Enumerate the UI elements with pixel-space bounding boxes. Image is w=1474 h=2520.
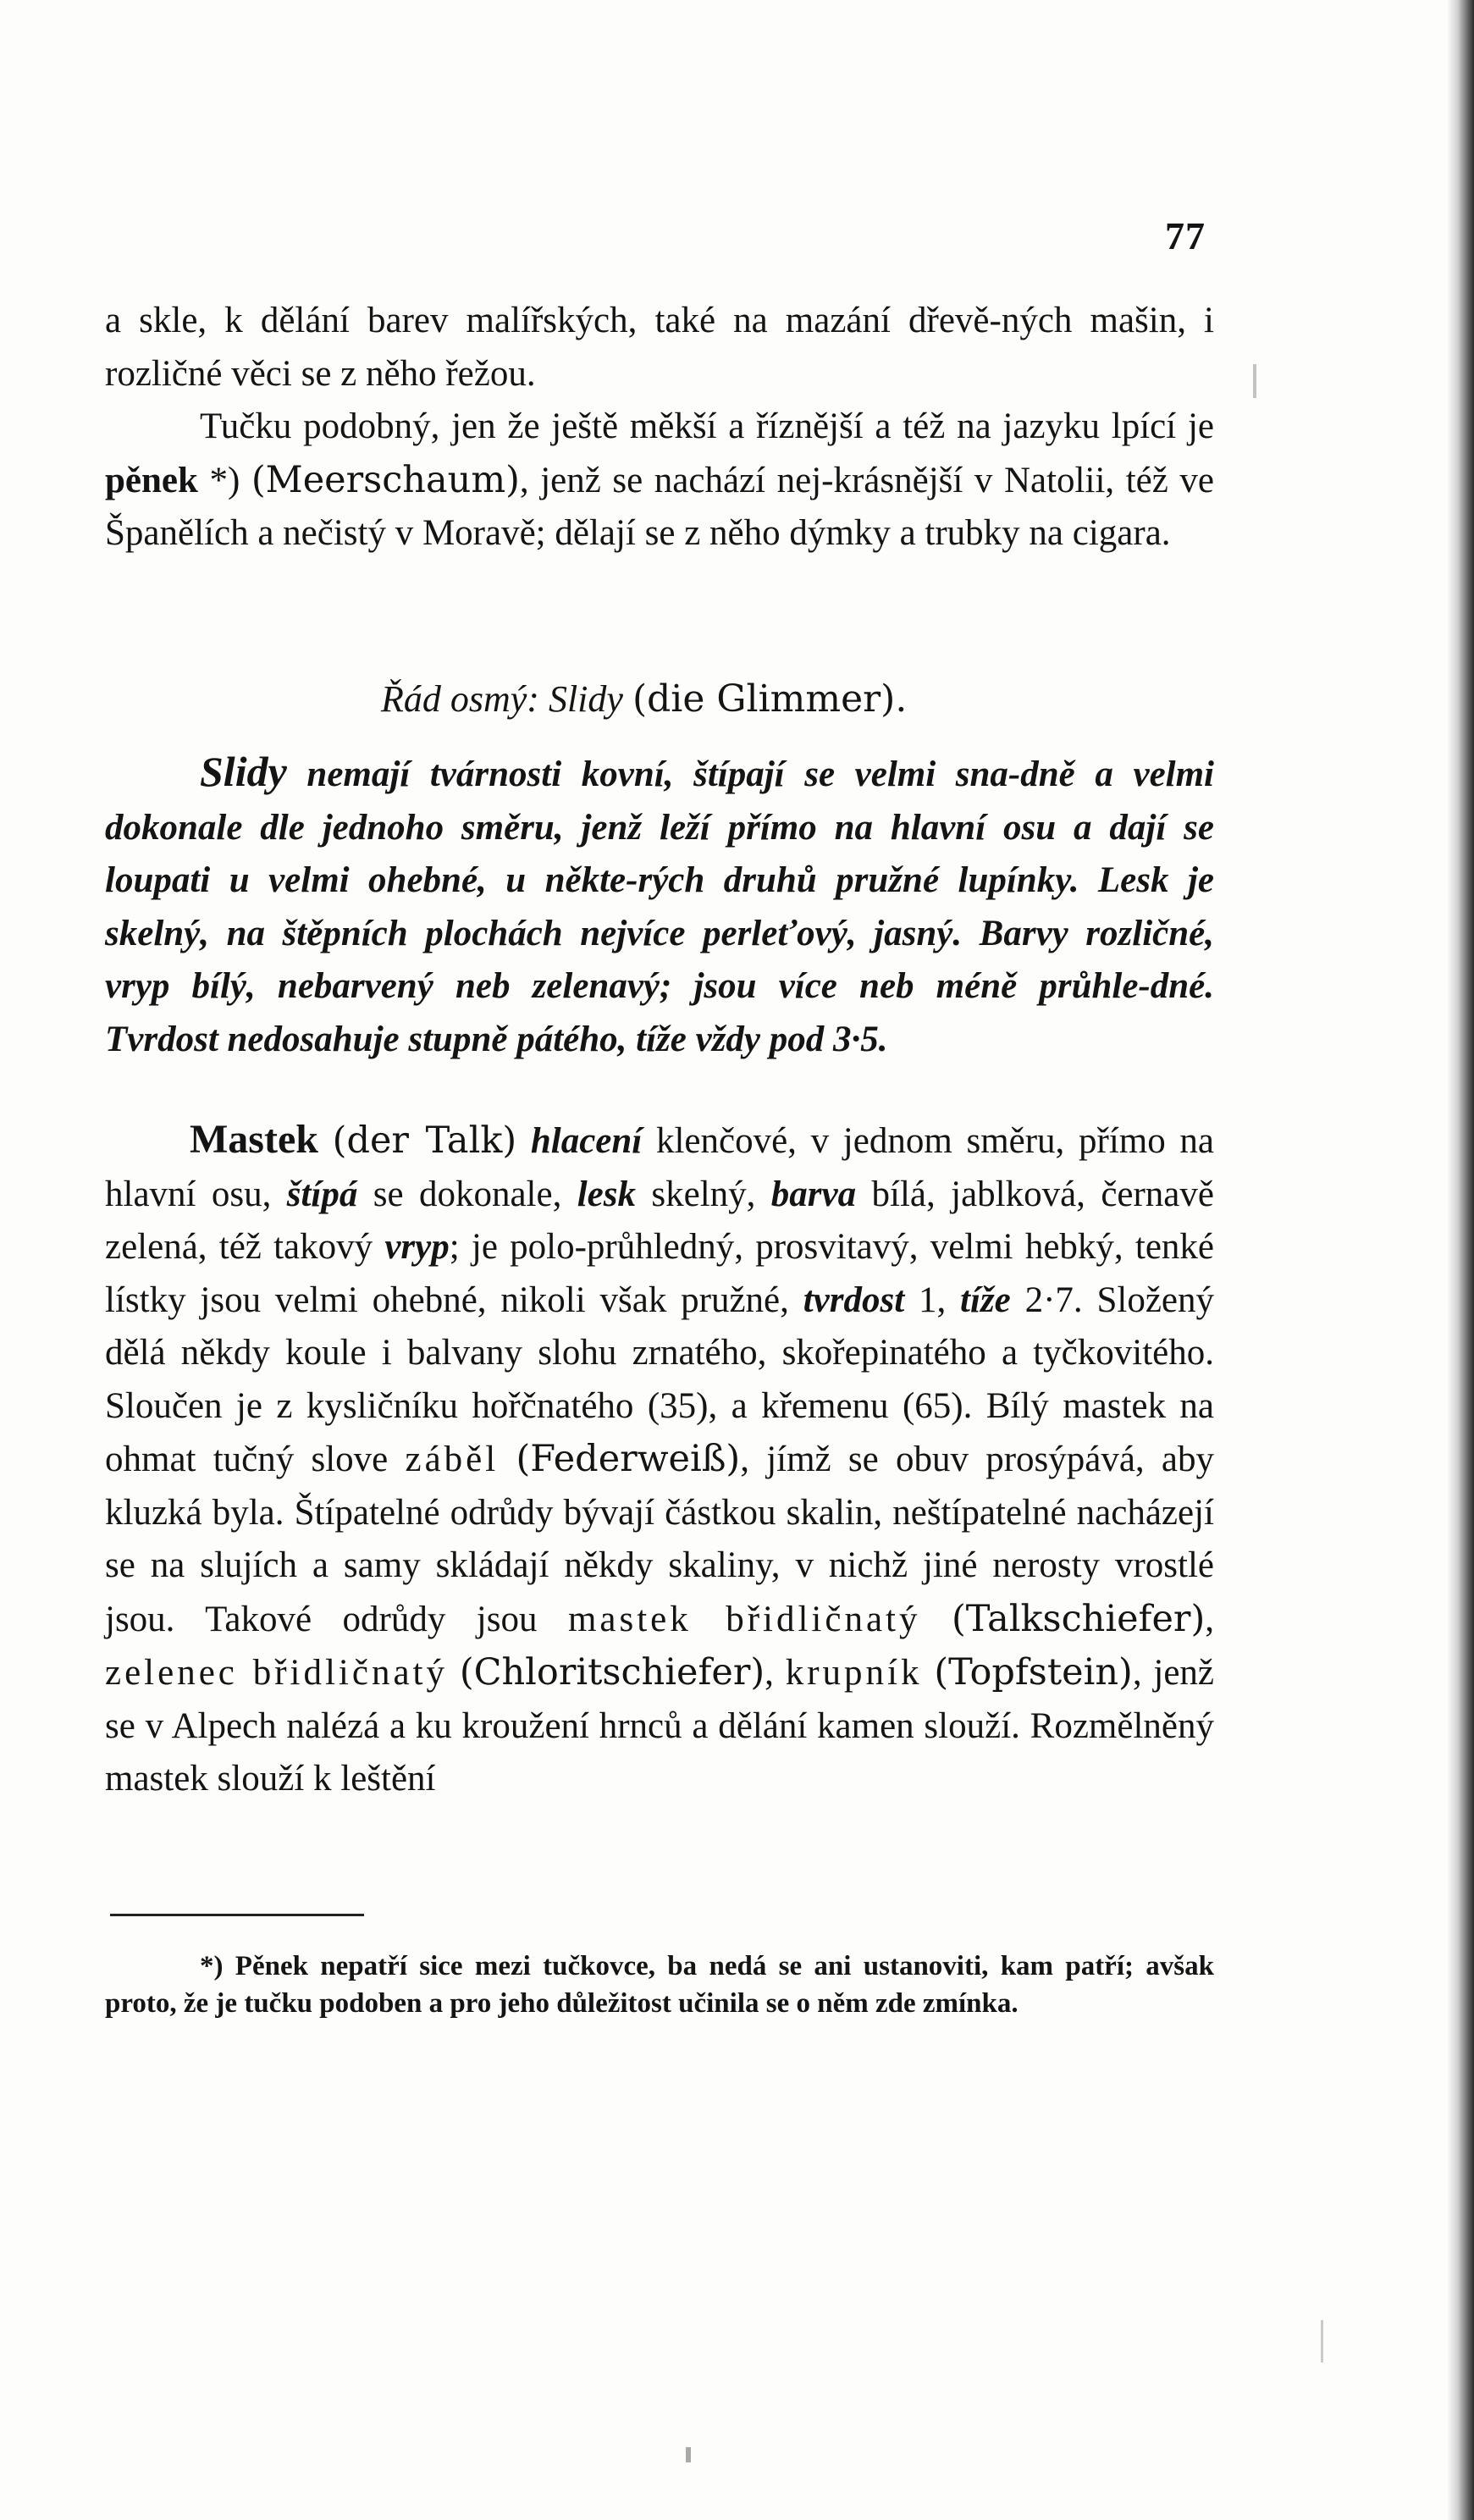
term-mastek-bridlicnaty: mastek břidličnatý — [567, 1599, 921, 1639]
heading-german: (die Glimmer). — [632, 677, 908, 721]
term-zelenec: zelenec břidličnatý — [105, 1653, 448, 1693]
footnote — [105, 1948, 1214, 2022]
paragraph-mastek: Mastek (der Talk) hlacení klenčové, v jednom směru, přímo na hlavní osu, štípá se dokonale, lesk skelný, barva bílá, jablková, černavě zelená, též takový vryp; je polo-průhledný, prosvitavý, velmi hebký, tenké lístky jsou velmi ohebné, nikoli však pružné, tvrdost 1, tíže 2·7. Složený dělá někdy koule i balvany slohu zrnatého, skořepinatého a tyčkovitého. Sloučen je z kysličníku hořčnatého (35), a křemenu (65). Bílý mastek na ohmat tučný slove záběl (Federweiß), jímž se obuv prosýpává, aby kluzká byla. Štípatelné odrůdy bývají částkou skalin, neštípatelné nacházejí se na slujích a samy skládají někdy skaliny, v nichž jiné nerosty vrostlé jsou. Takové odrůdy jsou mastek břidličnatý (Talkschiefer), zelenec břidličnatý (Chloritschiefer), krupník (Topfstein), jenž se v Alpech nalézá a ku kroužení hrnců a dělání kamen slouží. Rozmělněný mastek slouží k leštění — [105, 1117, 1215, 1799]
page-edge-shadow — [1447, 0, 1474, 2520]
print-artifact — [1321, 2320, 1323, 2362]
footnote-divider — [110, 1914, 364, 1916]
term-krupnik: krupník — [785, 1653, 923, 1693]
text-block-mastek — [105, 1114, 1214, 1806]
term-zabel: záběl — [405, 1440, 500, 1479]
print-artifact — [1253, 364, 1256, 398]
term-slidy: Slidy — [200, 748, 287, 795]
footnote-text: *) Pěnek nepatří sice mezi tučkovce, ba nedá se ani ustanoviti, kam patří; avšak proto, že je tučku podoben a pro jeho důležitost učinila se o něm zde zmínka. — [105, 1951, 1214, 2019]
text-block-slidy — [105, 745, 1214, 1066]
section-heading: Řád osmý: Slidy (die Glimmer). — [381, 677, 908, 721]
page-number: 77 — [1165, 214, 1206, 257]
print-artifact — [686, 2447, 691, 2462]
text-block-intro — [105, 295, 1214, 561]
paragraph-slidy: Slidy nemají tvárnosti kovní, štípají se velmi sna-dně a velmi dokonale dle jednoho směru, jenž leží přímo na hlavní osu a dají se loupati u velmi ohebné, u někte-rých druhů pružné lupínky. Lesk je skelný, na štěpních plochách nejvíce perleťový, jasný. Barvy rozličné, vryp bílý, nebarvený neb zelenavý; jsou více neb méně průhle-dné. Tvrdost nedosahuje stupně pátého, tíže vždy pod 3·5. — [105, 748, 1214, 1059]
footnote-mark: *) — [197, 460, 251, 500]
paragraph-penek: Tučku podobný, jen že ještě měkší a říznější a též na jazyku lpící je pěnek *) (Meerschaum), jenž se nachází nej-krásnější v Natolii, též ve Španělích a nečistý v Moravě; dělají se z něho dýmky a trubky na cigara. — [105, 406, 1214, 553]
german-term: (Meerschaum) — [251, 458, 520, 501]
term-penek: pěnek — [105, 460, 198, 500]
term-mastek: Mastek — [190, 1117, 318, 1162]
paragraph-continuation: a skle, k dělání barev malířských, také na mazání dřevě-ných mašin, i rozličné věci se z něho řežou. — [105, 301, 1214, 394]
